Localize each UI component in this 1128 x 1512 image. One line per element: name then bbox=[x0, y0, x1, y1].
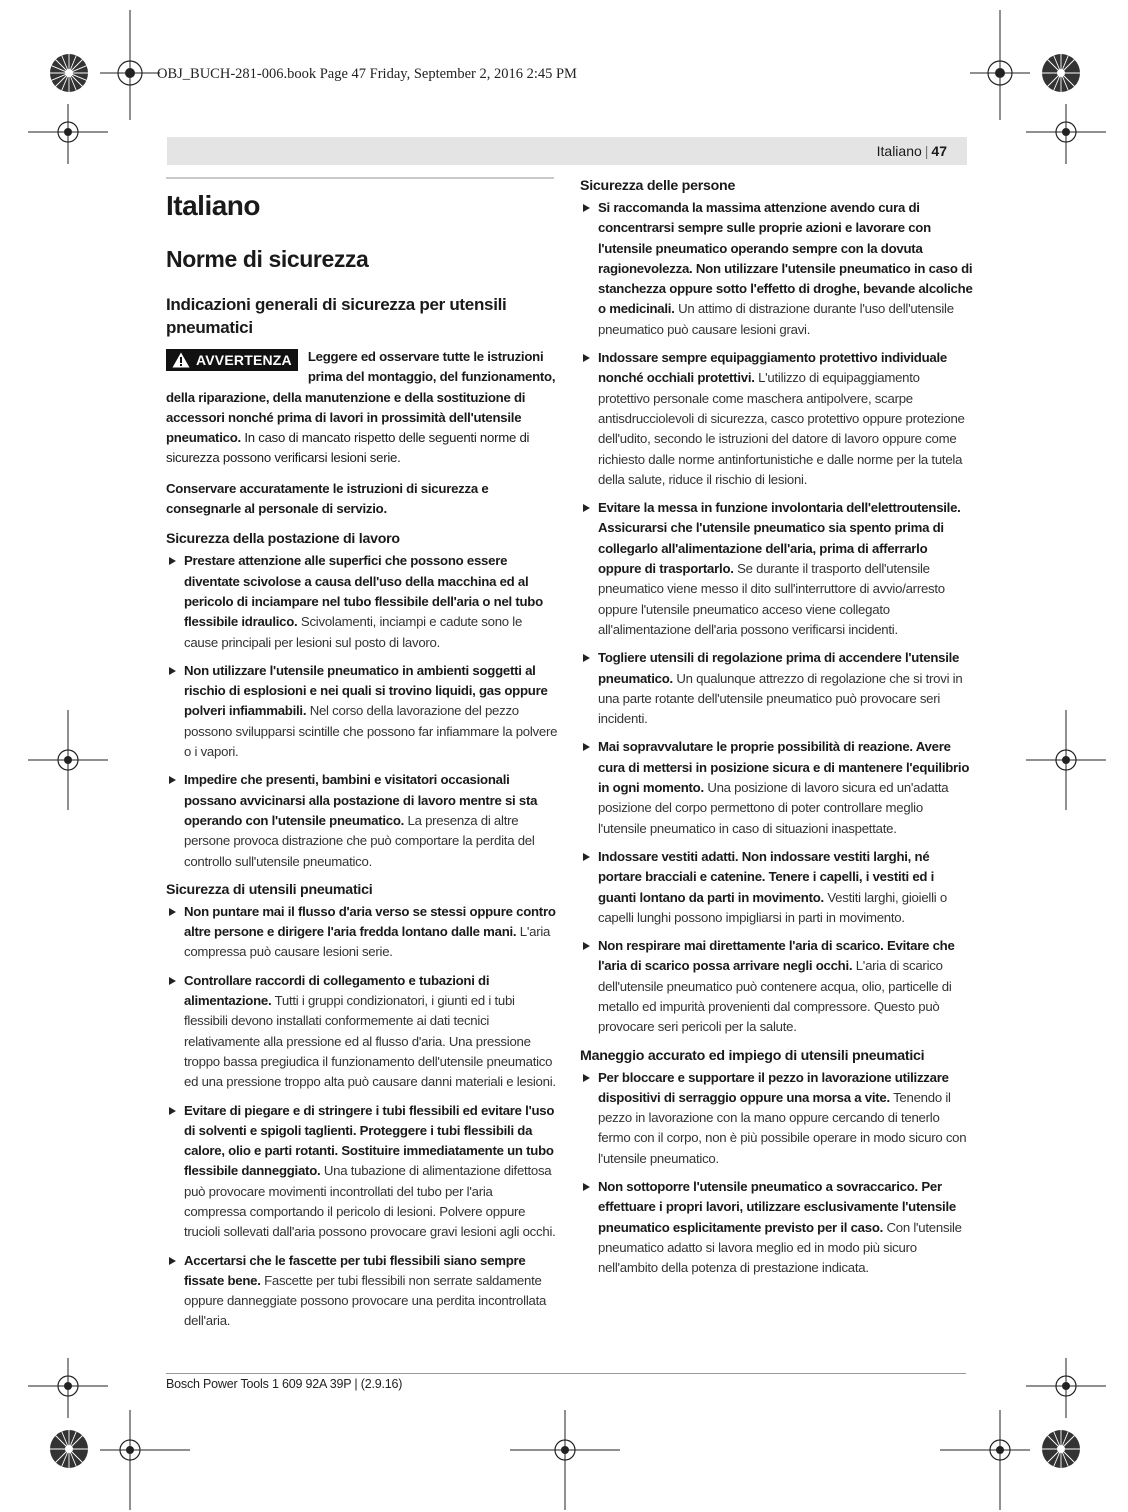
crosshair-right-lower-icon bbox=[1026, 1358, 1106, 1418]
bullet-bold-text: Indossare vestiti adatti. Non indossare vestiti larghi, né portare bracciali e catenine. Tenere i capelli, i vestiti ed i guanti lontano da parti in movimento. bbox=[598, 848, 935, 905]
registration-mark-bottom-right-circle-icon bbox=[1040, 1428, 1082, 1470]
triangle-bullet-icon bbox=[583, 204, 590, 212]
bullet-item bbox=[166, 551, 558, 652]
bullet-bold-text: Evitare di piegare e di stringere i tubi flessibili ed evitare l'uso di solventi e spigoli taglienti. Proteggere i tubi flessibili da calore, olio e parti rotanti. Sostituire immediatamente un tubo flessibile danneggiato. bbox=[184, 1102, 555, 1179]
bullet-normal-text: Un qualunque attrezzo di regolazione che si trovi in una parte rotante dell'utensile pneumatico può provocare seri incidenti. bbox=[598, 670, 963, 727]
header-text bbox=[877, 143, 947, 159]
keep-instructions-text: Conservare accuratamente le istruzioni di sicurezza e consegnarle al personale di servizio. bbox=[166, 480, 489, 517]
triangle-bullet-icon bbox=[583, 743, 590, 751]
bullet-item bbox=[166, 902, 558, 963]
bullet-item bbox=[580, 198, 973, 340]
print-slug: OBJ_BUCH-281-006.book Page 47 Friday, September 2, 2016 2:45 PM bbox=[157, 66, 577, 82]
bullet-normal-text: Tutti i gruppi condizionatori, i giunti ed i tubi flessibili devono installati conformemente ai dati tecnici relativamente alla pressione ed al flusso d'aria. Una pressione troppo bassa pregiudica il funzionamento dell'utensile pneumatico ed una pressione troppo alta può causare danni materiali e lesioni. bbox=[184, 993, 556, 1090]
triangle-bullet-icon bbox=[169, 977, 176, 985]
triangle-bullet-icon bbox=[169, 1257, 176, 1265]
bullet-normal-text: Un attimo di distrazione durante l'uso dell'utensile pneumatico può causare lesioni gravi. bbox=[598, 301, 954, 337]
header-language: Italiano bbox=[876, 143, 922, 159]
running-header bbox=[167, 137, 967, 165]
bullet-bold-text: Impedire che presenti, bambini e visitatori occasionali possano avvicinarsi alla postazione di lavoro mentre si sta operando con l'utensile pneumatico. bbox=[184, 772, 538, 828]
triangle-bullet-icon bbox=[169, 908, 176, 916]
registration-mark-top-right-circle-icon bbox=[1040, 52, 1082, 94]
bullet-bold-text: Non puntare mai il flusso d'aria verso se stessi oppure contro altre persone e dirigere l'aria fredda lontano dalle mani. bbox=[184, 903, 556, 940]
bullet-item bbox=[166, 661, 558, 762]
subsection-title: Indicazioni generali di sicurezza per utensili pneumatici bbox=[166, 295, 507, 337]
crosshair-top-left-icon bbox=[100, 10, 160, 120]
bullet-normal-text: L'aria di scarico dell'utensile pneumatico può contenere acqua, olio, particelle di metallo ed impurità provenienti dal compressore. Questo può provocare seri pericoli per la salute. bbox=[598, 958, 952, 1035]
bullet-item bbox=[166, 1251, 558, 1332]
crosshair-left-upper-icon bbox=[28, 104, 108, 164]
triangle-bullet-icon bbox=[583, 1074, 590, 1082]
bullet-normal-text: Se durante il trasporto dell'utensile pneumatico viene messo il dito sull'interruttore di avvio/arresto oppure l'utensile pneumatico acceso viene collegato all'alimentazione dell'aria possono verificarsi incidenti. bbox=[598, 561, 945, 637]
registration-mark-top-left-circle-icon bbox=[48, 52, 90, 94]
bullet-item bbox=[580, 737, 973, 838]
header-separator: | bbox=[924, 143, 929, 159]
crosshair-bottom-right-icon bbox=[940, 1410, 1030, 1510]
bullet-item bbox=[580, 936, 973, 1037]
bullet-normal-text: Scivolamenti, inciampi e cadute sono le cause principali per lesioni sul posto di lavoro. bbox=[184, 614, 523, 650]
triangle-bullet-icon bbox=[583, 942, 590, 950]
bullet-normal-text: Con l'utensile pneumatico adatto si lavora meglio ed in modo più sicuro nell'ambito della potenza di prestazione indicata. bbox=[598, 1219, 962, 1276]
crosshair-top-right-icon bbox=[970, 10, 1030, 120]
triangle-bullet-icon bbox=[169, 667, 176, 675]
bullet-bold-text: Mai sopravvalutare le proprie possibilità di reazione. Avere cura di mettersi in posizione sicura e di mantenere l'equilibrio in ogni momento. bbox=[598, 739, 970, 796]
registration-mark-bottom-left-circle-icon bbox=[48, 1428, 90, 1470]
footer-rule bbox=[166, 1373, 966, 1374]
bullet-bold-text: Prestare attenzione alle superfici che possono essere diventate scivolose a causa dell'uso della macchina ed al pericolo di inciampare nel tubo flessibile dell'aria o nel tubo flessibile idraulico. bbox=[184, 553, 543, 630]
bullet-normal-text: Fascette per tubi flessibili non serrate saldamente oppure danneggiate possono provocare una perdita incontrollata dell'aria. bbox=[184, 1272, 547, 1329]
bullet-item bbox=[166, 971, 558, 1093]
bullet-item bbox=[580, 1177, 973, 1278]
triangle-bullet-icon bbox=[583, 354, 590, 362]
bullet-bold-text: Si raccomanda la massima attenzione avendo cura di concentrarsi sempre sulle proprie azioni e lavorare con l'utensile pneumatico operando sempre con la dovuta ragionevolezza. Non utilizzare l'utensile pneumatico in caso di stanchezza oppure sotto l'effetto di droghe, bevande alcoliche o medicinali. bbox=[598, 200, 973, 317]
page-title: Italiano bbox=[166, 190, 261, 221]
triangle-bullet-icon bbox=[169, 776, 176, 784]
bullet-item bbox=[580, 648, 973, 729]
subsection-heading: Maneggio accurato ed impiego di utensili pneumatici bbox=[580, 1047, 925, 1064]
bullet-bold-text: Controllare raccordi di collegamento e tubazioni di alimentazione. bbox=[184, 972, 490, 1009]
bullet-normal-text: Vestiti larghi, gioielli o capelli lunghi possono impigliarsi in parti in movimento. bbox=[598, 889, 947, 925]
left-sections bbox=[166, 529, 558, 1331]
bullet-bold-text: Non sottoporre l'utensile pneumatico a sovraccarico. Per effettuare i propri lavori, utilizzare esclusivamente l'utensile pneumatico esplicitamente previsto per il caso. bbox=[598, 1179, 956, 1235]
crosshair-bottom-center-icon bbox=[510, 1410, 620, 1510]
bullet-bold-text: Non respirare mai direttamente l'aria di scarico. Evitare che l'aria di scarico possa arrivare negli occhi. bbox=[598, 938, 955, 974]
subsection-heading: Sicurezza delle persone bbox=[580, 178, 736, 194]
bullet-bold-text: Per bloccare e supportare il pezzo in lavorazione utilizzare dispositivi di serraggio oppure una morsa a vite. bbox=[598, 1069, 949, 1105]
triangle-bullet-icon bbox=[583, 853, 590, 861]
triangle-bullet-icon bbox=[169, 1107, 176, 1115]
warning-bold-text: Leggere ed osservare tutte le istruzioni prima del montaggio, del funzionamento, della riparazione, della manutenzione e della sostituzione di accessori nonché prima di lavori in prossimità dell'utensile pneumatico. bbox=[166, 349, 556, 446]
warning-badge-label: AVVERTENZA bbox=[196, 352, 292, 368]
crosshair-right-upper-icon bbox=[1026, 104, 1106, 164]
section-title: Norme di sicurezza bbox=[166, 246, 369, 272]
bullet-item bbox=[166, 770, 558, 871]
bullet-bold-text: Non utilizzare l'utensile pneumatico in ambienti soggetti al rischio di esplosioni e nei quali si trovino liquidi, gas oppure polveri infiammabili. bbox=[184, 662, 548, 719]
page-number: 47 bbox=[931, 143, 947, 159]
keep-instructions-note bbox=[166, 479, 558, 520]
triangle-bullet-icon bbox=[583, 504, 590, 512]
subsection-heading: Sicurezza di utensili pneumatici bbox=[166, 881, 373, 898]
bullet-item bbox=[580, 1068, 973, 1169]
crosshair-left-middle-icon bbox=[28, 710, 108, 810]
bullet-item bbox=[580, 498, 973, 640]
column-top-rule bbox=[166, 177, 554, 179]
triangle-bullet-icon bbox=[169, 557, 176, 565]
bullet-normal-text: Una tubazione di alimentazione difettosa può provocare movimenti incontrollati del tubo per l'aria compressa comportando il pericolo di lesioni. Polvere oppure trucioli sollevati dall'aria possono provocare gravi lesioni agli occhi. bbox=[184, 1163, 556, 1240]
bullet-normal-text: Nel corso della lavorazione del pezzo possono svilupparsi scintille che possono far infiammare la polvere o i vapori. bbox=[184, 703, 558, 760]
triangle-bullet-icon bbox=[583, 1183, 590, 1191]
triangle-bullet-icon bbox=[583, 654, 590, 662]
footer-text: Bosch Power Tools 1 609 92A 39P | (2.9.16) bbox=[166, 1377, 403, 1391]
bullet-item bbox=[580, 847, 973, 928]
crosshair-right-middle-icon bbox=[1026, 710, 1106, 810]
bullet-normal-text: Tenendo il pezzo in lavorazione con la mano oppure cercando di tenerlo fermo con il corpo, non è più possibile operare in modo sicuro con l'utensile pneumatico. bbox=[598, 1089, 967, 1166]
warning-triangle-icon bbox=[172, 352, 190, 368]
bullet-normal-text: Una posizione di lavoro sicura ed un'adatta posizione del corpo permettono di poter controllare meglio l'utensile pneumatico in caso di situazioni inaspettate. bbox=[598, 780, 949, 836]
bullet-normal-text: La presenza di altre persone provoca distrazione che può comportare la perdita del controllo sull'utensile pneumatico. bbox=[184, 812, 535, 869]
bullet-bold-text: Accertarsi che le fascette per tubi flessibili siano sempre fissate bene. bbox=[184, 1252, 526, 1288]
bullet-bold-text: Indossare sempre equipaggiamento protettivo individuale nonché occhiali protettivi. bbox=[598, 350, 947, 386]
crosshair-bottom-left-icon bbox=[100, 1410, 190, 1510]
left-column bbox=[166, 177, 558, 1340]
warning-normal-text: In caso di mancato rispetto delle seguenti norme di sicurezza possono verificarsi lesioni serie. bbox=[166, 430, 530, 466]
warning-badge bbox=[166, 349, 298, 371]
right-sections bbox=[580, 176, 973, 1279]
bullet-item bbox=[580, 348, 973, 490]
bullet-normal-text: L'utilizzo di equipaggiamento protettivo personale come maschera antipolvere, scarpe antisdrucciolevoli di sicurezza, casco protettivo oppure protezione dell'udito, secondo le istruzioni del datore di lavoro oppure come richiesto dalle norme antinfortunistiche e dalle norme per la tutela della salute, riduce il rischio di lesioni. bbox=[598, 370, 965, 487]
bullet-bold-text: Evitare la messa in funzione involontaria dell'elettroutensile. Assicurarsi che l'utensile pneumatico sia spento prima di collegarlo all'alimentazione dell'aria, prima di afferrarlo oppure di trasportarlo. bbox=[598, 500, 961, 577]
crosshair-left-lower-icon bbox=[28, 1358, 108, 1418]
warning-paragraph bbox=[166, 347, 558, 469]
bullet-bold-text: Togliere utensili di regolazione prima di accendere l'utensile pneumatico. bbox=[598, 650, 960, 686]
right-column bbox=[580, 176, 973, 1287]
subsection-heading: Sicurezza della postazione di lavoro bbox=[166, 531, 400, 548]
bullet-normal-text: L'aria compressa può causare lesioni serie. bbox=[184, 924, 551, 960]
bullet-item bbox=[166, 1101, 558, 1243]
